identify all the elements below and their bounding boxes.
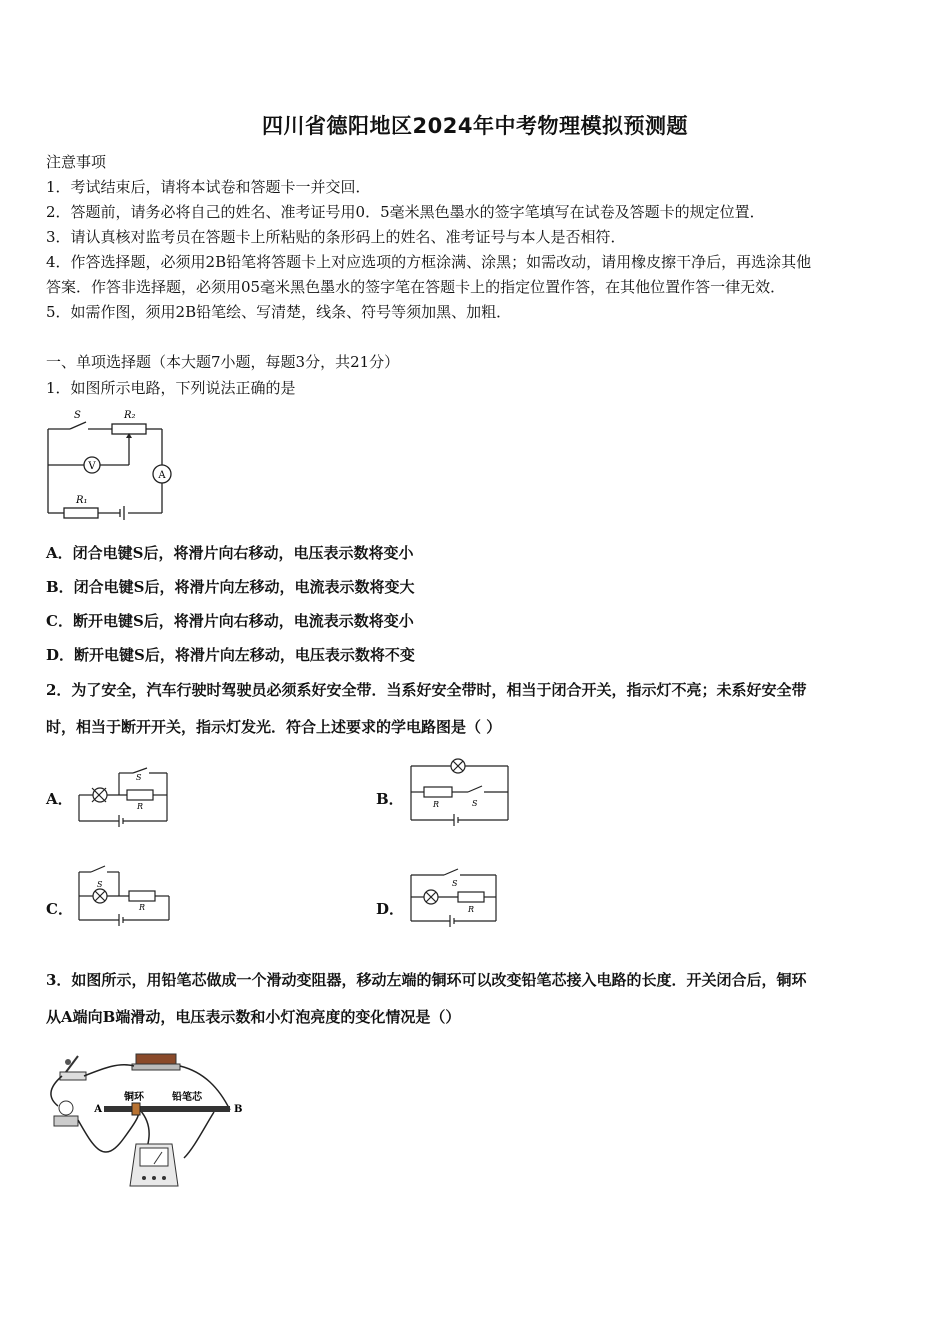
- notice-item-5: 5．如需作图，须用2B铅笔绘、写清楚，线条、符号等须加黑、加粗．: [46, 303, 512, 321]
- q3-end-a-label: A: [94, 1104, 102, 1115]
- q1-ammeter-label: A: [158, 470, 166, 481]
- notice-heading: 注意事项: [46, 153, 107, 171]
- q2-option-a-label: A．: [46, 790, 73, 808]
- q2c-resistor-label: R: [139, 903, 146, 912]
- q2a-switch-label: S: [136, 773, 142, 782]
- q1-circuit-figure: [40, 405, 175, 523]
- q2a-resistor-label: R: [137, 802, 144, 811]
- q3-end-b-label: B: [234, 1104, 243, 1115]
- q1-option-d: D．断开电键S后，将滑片向左移动，电压表示数将不变: [46, 646, 415, 664]
- notice-item-4: 4．作答选择题，必须用2B铅笔将答题卡上对应选项的方框涂满、涂黑；如需改动，请用橡皮擦干净后，再选涂其他: [46, 253, 812, 271]
- notice-item-1: 1．考试结束后，请将本试卷和答题卡一并交回．: [46, 178, 371, 196]
- q2-circuit-c: [75, 862, 175, 926]
- q2-option-d-label: D．: [376, 900, 405, 918]
- q2b-switch-label: S: [472, 799, 478, 808]
- battery-box-icon: [132, 1054, 180, 1070]
- notice-item-4-cont: 答案．作答非选择题，必须用05毫米黑色墨水的签字笔在答题卡上的指定位置作答，在其他位置作答一律无效．: [46, 278, 786, 296]
- q3-apparatus-figure: [44, 1048, 244, 1196]
- q2c-switch-label: S: [97, 880, 103, 889]
- voltmeter-icon: [130, 1144, 178, 1186]
- q1-option-c: C．断开电键S后，将滑片向右移动，电流表示数将变小: [46, 612, 414, 630]
- q1-voltmeter-label: V: [88, 461, 96, 472]
- q2b-resistor-label: R: [433, 800, 440, 809]
- q1-option-b: B．闭合电键S后，将滑片向左移动，电流表示数将变大: [46, 578, 415, 596]
- page-title: 四川省德阳地区2024年中考物理模拟预测题: [262, 114, 688, 138]
- q3-stem-line2: 从A端向B端滑动，电压表示数和小灯泡亮度的变化情况是（）: [46, 1008, 461, 1026]
- q1-stem: 1．如图所示电路，下列说法正确的是: [46, 379, 296, 397]
- copper-ring: [132, 1103, 140, 1115]
- q2d-resistor-label: R: [468, 905, 475, 914]
- q1-option-a: A．闭合电键S后，将滑片向右移动，电压表示数将变小: [46, 544, 414, 562]
- q3-core-label: 铅笔芯: [172, 1092, 202, 1103]
- q2-stem-line1: 2．为了安全，汽车行驶时驾驶员必须系好安全带．当系好安全带时，相当于闭合开关，指示灯不亮；未系好安全带: [46, 681, 807, 699]
- q1-r2-label: R₂: [124, 410, 136, 421]
- q2-circuit-d: [408, 865, 502, 927]
- q2d-switch-label: S: [452, 879, 458, 888]
- q2-stem-line2: 时，相当于断开开关，指示灯发光．符合上述要求的学电路图是（ ）: [46, 718, 502, 736]
- q3-ring-label: 铜环: [124, 1092, 144, 1103]
- q1-switch-label: S: [74, 410, 81, 421]
- notice-item-3: 3．请认真核对监考员在答题卡上所粘贴的条形码上的姓名、准考证号与本人是否相符．: [46, 228, 626, 246]
- q3-stem-line1: 3．如图所示，用铅笔芯做成一个滑动变阻器，移动左端的铜环可以改变铅笔芯接入电路的长度．开关闭合后，铜环: [46, 971, 807, 989]
- q2-option-c-label: C．: [46, 900, 73, 918]
- pencil-core: [104, 1106, 230, 1112]
- knife-switch-icon: [60, 1056, 86, 1080]
- q2-circuit-b: [408, 758, 512, 826]
- notice-item-2: 2．答题前，请务必将自己的姓名、准考证号用0．5毫米黑色墨水的签字笔填写在试卷及答题卡的规定位置．: [46, 203, 765, 221]
- section-heading: 一、单项选择题（本大题7小题，每题3分，共21分）: [46, 353, 400, 371]
- q1-r1-label: R₁: [76, 495, 88, 506]
- q2-option-b-label: B．: [376, 790, 404, 808]
- q2-circuit-a: [75, 765, 175, 827]
